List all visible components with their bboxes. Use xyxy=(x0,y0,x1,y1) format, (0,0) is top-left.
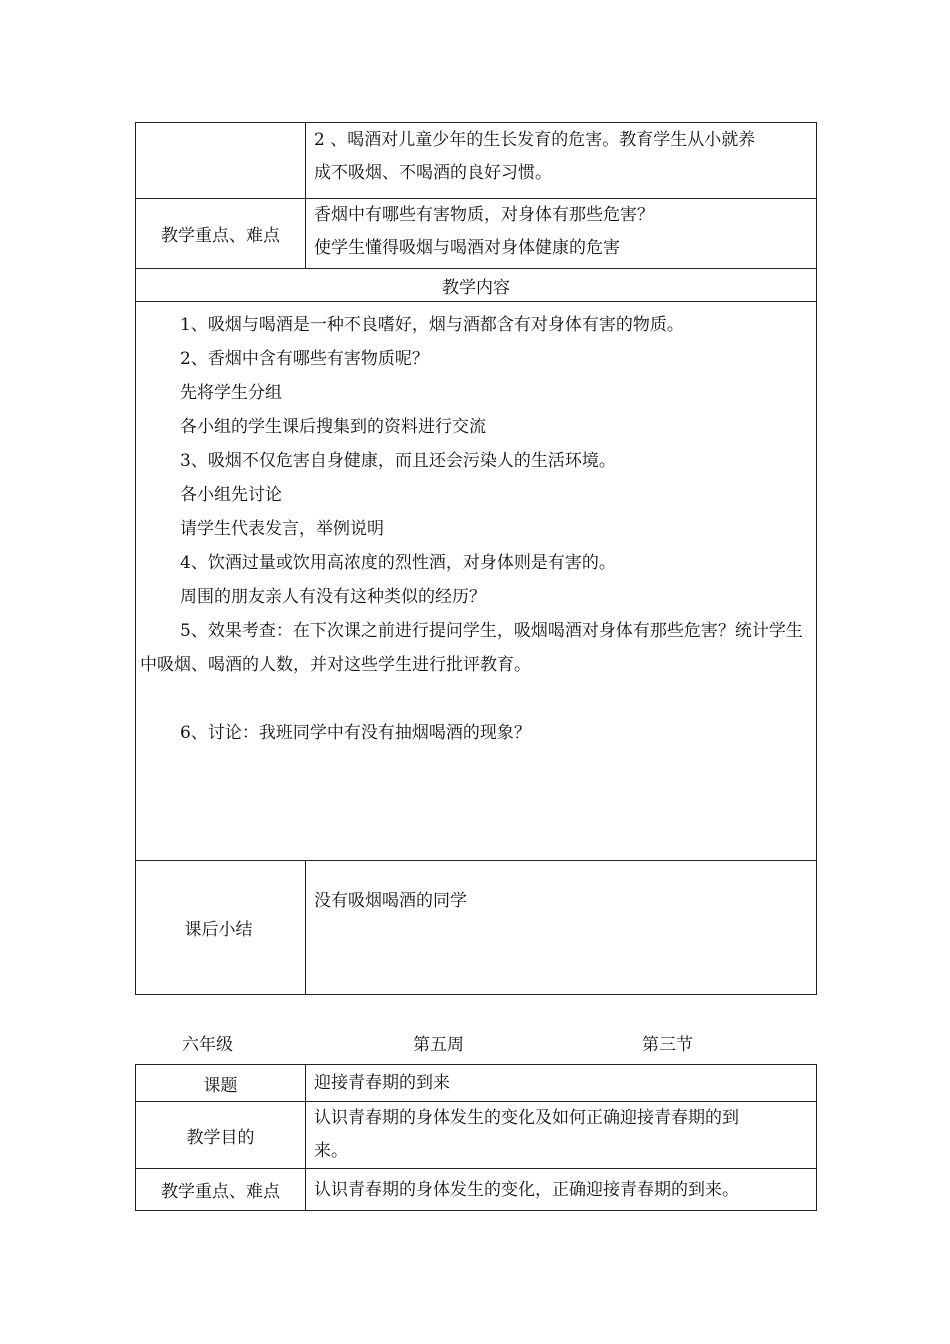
key-points-line-2: 使学生懂得吸烟与喝酒对身体健康的危害 xyxy=(314,238,620,258)
content-line-4: 各小组的学生课后搜集到的资料进行交流 xyxy=(180,417,486,437)
goal-label: 教学目的 xyxy=(136,1102,306,1169)
topic-row xyxy=(136,1065,817,1102)
content-line-7: 请学生代表发言，举例说明 xyxy=(180,519,384,539)
topic-label: 课题 xyxy=(136,1065,306,1102)
goal-line-2: 来。 xyxy=(314,1141,348,1161)
lesson-table-2 xyxy=(135,1064,817,1211)
key-points-cell xyxy=(306,199,817,269)
goal-row xyxy=(136,1102,817,1169)
key-value: 认识青春期的身体发生的变化，正确迎接青春期的到来。 xyxy=(306,1169,817,1211)
objective-continuation-row xyxy=(136,123,817,199)
objective-line-2: 成不吸烟、不喝酒的良好习惯。 xyxy=(314,163,552,183)
content-row xyxy=(136,302,817,861)
objective-line-1: 2 、喝酒对儿童少年的生长发育的危害。教育学生从小就养 xyxy=(314,130,756,150)
content-line-5: 3、吸烟不仅危害自身健康，而且还会污染人的生活环境。 xyxy=(180,451,616,471)
content-line-6: 各小组先讨论 xyxy=(180,485,282,505)
content-line-3: 先将学生分组 xyxy=(180,383,282,403)
key-points-row xyxy=(136,199,817,269)
goal-line-1: 认识青春期的身体发生的变化及如何正确迎接青春期的到 xyxy=(314,1108,739,1128)
summary-row xyxy=(136,861,817,995)
content-line-8: 4、饮酒过量或饮用高浓度的烈性酒，对身体则是有害的。 xyxy=(180,553,616,573)
content-line-1: 1、吸烟与喝酒是一种不良嗜好，烟与酒都含有对身体有害的物质。 xyxy=(180,315,684,335)
week-label: 第五周 xyxy=(413,1035,464,1055)
empty-label-cell xyxy=(136,123,306,199)
objective-continuation-cell xyxy=(306,123,817,199)
content-line-11: 6、讨论：我班同学中有没有抽烟喝酒的现象？ xyxy=(180,723,531,743)
period-label: 第三节 xyxy=(642,1035,693,1055)
topic-value: 迎接青春期的到来 xyxy=(306,1065,817,1102)
lesson-table-1 xyxy=(135,122,817,995)
summary-label: 课后小结 xyxy=(136,861,306,995)
content-header-row xyxy=(136,269,817,302)
summary-value: 没有吸烟喝酒的同学 xyxy=(306,861,817,995)
content-line-2: 2、香烟中含有哪些有害物质呢？ xyxy=(180,349,429,369)
goal-cell xyxy=(306,1102,817,1169)
key-points-line-1: 香烟中有哪些有害物质，对身体有那些危害？ xyxy=(314,205,654,225)
content-line-9: 周围的朋友亲人有没有这种类似的经历？ xyxy=(180,587,486,607)
grade-label: 六年级 xyxy=(182,1035,233,1055)
key-label: 教学重点、难点 xyxy=(136,1169,306,1211)
key-row xyxy=(136,1169,817,1211)
content-line-10: 5、效果考查：在下次课之前进行提问学生，吸烟喝酒对身体有那些危害？统计学生中吸烟、喝酒的人数，并对这些学生进行批评教育。 xyxy=(140,621,803,675)
content-header: 教学内容 xyxy=(136,269,817,302)
content-gap xyxy=(136,682,810,716)
key-points-label: 教学重点、难点 xyxy=(136,199,306,269)
content-cell xyxy=(136,302,817,861)
